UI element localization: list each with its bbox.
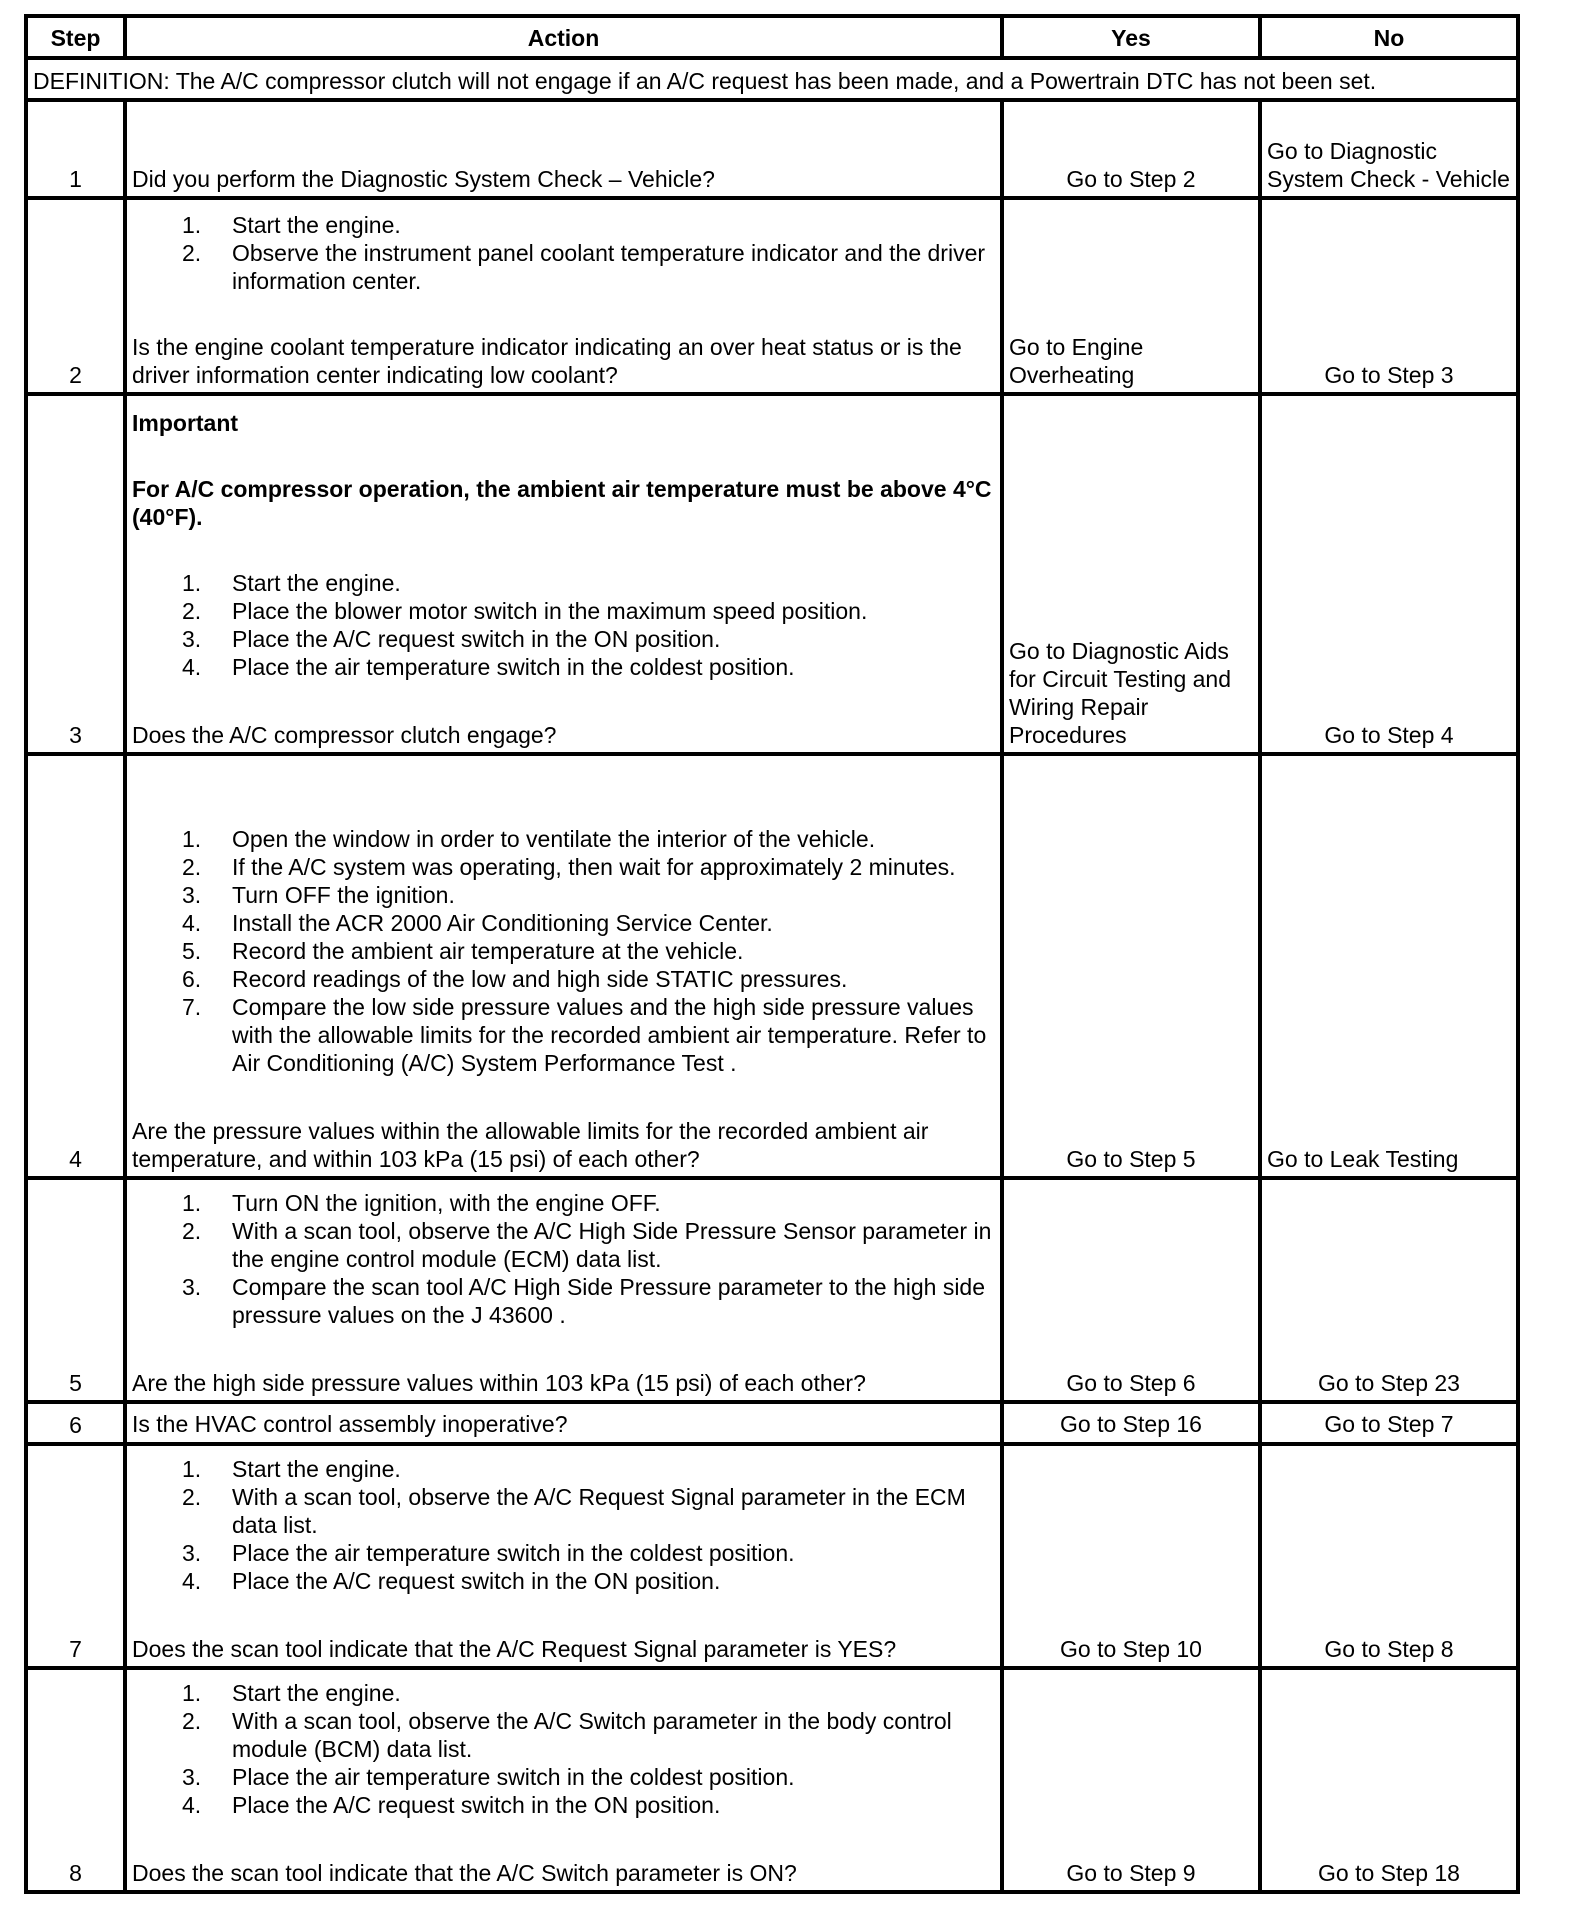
action-cell xyxy=(125,394,1002,754)
item-text: Start the engine. xyxy=(232,212,401,238)
list-item xyxy=(182,1791,995,1819)
item-text: With a scan tool, observe the A/C High Side Pressure Sensor parameter in the engine control module (ECM) data list. xyxy=(232,1218,992,1272)
item-text: Start the engine. xyxy=(232,570,401,596)
item-number: 4. xyxy=(182,910,202,936)
list-item xyxy=(182,569,995,597)
procedure-list xyxy=(132,1455,995,1595)
item-text: Compare the low side pressure values and the high side pressure values with the allowable limits for the recorded ambient air temperature. Refer to Air Conditioning (A/C) System Performance Test . xyxy=(232,994,987,1076)
action-cell xyxy=(125,100,1002,198)
list-item xyxy=(182,1273,995,1329)
no-cell: Go to Step 23 xyxy=(1260,1178,1518,1402)
item-text: With a scan tool, observe the A/C Switch parameter in the body control module (BCM) data list. xyxy=(232,1708,952,1762)
item-text: Observe the instrument panel coolant temperature indicator and the driver information center. xyxy=(232,240,986,294)
procedure-list xyxy=(132,569,995,681)
item-text: Place the A/C request switch in the ON position. xyxy=(232,1792,721,1818)
table-row xyxy=(26,1178,1518,1402)
item-number: 4. xyxy=(182,1568,202,1594)
definition-row xyxy=(26,58,1518,100)
important-title: Important xyxy=(132,410,239,436)
item-number: 3. xyxy=(182,1274,202,1300)
yes-cell: Go to Step 5 xyxy=(1002,754,1260,1178)
item-number: 2. xyxy=(182,854,202,880)
no-cell: Go to Step 18 xyxy=(1260,1668,1518,1892)
table-row xyxy=(26,100,1518,198)
list-item xyxy=(182,625,995,653)
procedure-list xyxy=(132,825,995,1077)
table-row xyxy=(26,198,1518,394)
item-number: 3. xyxy=(182,1540,202,1566)
no-cell: Go to Leak Testing xyxy=(1260,754,1518,1178)
header-action: Action xyxy=(125,16,1002,58)
table-row xyxy=(26,1668,1518,1892)
list-item xyxy=(182,1679,995,1707)
definition-text: DEFINITION: The A/C compressor clutch will not engage if an A/C request has been made, and a Powertrain DTC has not been set. xyxy=(26,58,1518,100)
item-text: With a scan tool, observe the A/C Request Signal parameter in the ECM data list. xyxy=(232,1484,966,1538)
item-text: Place the A/C request switch in the ON position. xyxy=(232,626,721,652)
item-number: 2. xyxy=(182,1484,202,1510)
item-number: 3. xyxy=(182,882,202,908)
action-cell xyxy=(125,198,1002,394)
item-text: Start the engine. xyxy=(232,1456,401,1482)
yes-cell: Go to Step 9 xyxy=(1002,1668,1260,1892)
list-item xyxy=(182,937,995,965)
item-number: 1. xyxy=(182,1456,202,1482)
yes-cell: Go to Step 2 xyxy=(1002,100,1260,198)
step-number: 2 xyxy=(26,198,125,394)
step-number: 3 xyxy=(26,394,125,754)
item-number: 2. xyxy=(182,240,202,266)
item-text: Start the engine. xyxy=(232,1680,401,1706)
table-row xyxy=(26,394,1518,754)
action-cell xyxy=(125,1444,1002,1668)
yes-cell: Go to Diagnostic Aids for Circuit Testing and Wiring Repair Procedures xyxy=(1002,394,1260,754)
yes-cell: Go to Step 6 xyxy=(1002,1178,1260,1402)
table-row xyxy=(26,754,1518,1178)
item-number: 2. xyxy=(182,598,202,624)
question-text: Are the pressure values within the allowable limits for the recorded ambient air temperature, and within 103 kPa (15 psi) of each other? xyxy=(132,1118,929,1172)
list-item xyxy=(182,1763,995,1791)
action-cell xyxy=(125,1668,1002,1892)
item-text: Record readings of the low and high side STATIC pressures. xyxy=(232,966,848,992)
item-text: Compare the scan tool A/C High Side Pressure parameter to the high side pressure values on the J 43600 . xyxy=(232,1274,986,1328)
list-item xyxy=(182,239,995,295)
item-text: Turn ON the ignition, with the engine OFF. xyxy=(232,1190,661,1216)
item-text: Place the A/C request switch in the ON position. xyxy=(232,1568,721,1594)
no-cell: Go to Step 3 xyxy=(1260,198,1518,394)
list-item xyxy=(182,1217,995,1273)
item-number: 3. xyxy=(182,626,202,652)
question-text: Are the high side pressure values within 103 kPa (15 psi) of each other? xyxy=(132,1370,866,1396)
step-number: 7 xyxy=(26,1444,125,1668)
question-text: Did you perform the Diagnostic System Check – Vehicle? xyxy=(132,166,715,192)
item-number: 4. xyxy=(182,654,202,680)
item-number: 1. xyxy=(182,212,202,238)
no-cell: Go to Diagnostic System Check - Vehicle xyxy=(1260,100,1518,198)
item-number: 1. xyxy=(182,826,202,852)
item-number: 1. xyxy=(182,570,202,596)
item-text: Open the window in order to ventilate the interior of the vehicle. xyxy=(232,826,876,852)
header-row xyxy=(26,16,1518,58)
step-number: 5 xyxy=(26,1178,125,1402)
no-cell: Go to Step 4 xyxy=(1260,394,1518,754)
procedure-list xyxy=(132,1189,995,1329)
step-number: 4 xyxy=(26,754,125,1178)
question-text: Does the scan tool indicate that the A/C Request Signal parameter is YES? xyxy=(132,1636,897,1662)
list-item xyxy=(182,1189,995,1217)
item-number: 7. xyxy=(182,994,202,1020)
list-item xyxy=(182,211,995,239)
question-text: Is the engine coolant temperature indicator indicating an over heat status or is the driver information center indicating low coolant? xyxy=(132,334,962,388)
yes-cell: Go to Engine Overheating xyxy=(1002,198,1260,394)
item-number: 4. xyxy=(182,1792,202,1818)
list-item xyxy=(182,881,995,909)
list-item xyxy=(182,653,995,681)
procedure-list xyxy=(132,211,995,295)
item-text: Place the blower motor switch in the maximum speed position. xyxy=(232,598,868,624)
no-cell: Go to Step 7 xyxy=(1260,1402,1518,1444)
list-item xyxy=(182,1707,995,1763)
list-item xyxy=(182,993,995,1077)
list-item xyxy=(182,1539,995,1567)
question-text: Does the A/C compressor clutch engage? xyxy=(132,722,557,748)
item-number: 5. xyxy=(182,938,202,964)
table-row xyxy=(26,1402,1518,1444)
item-text: Turn OFF the ignition. xyxy=(232,882,455,908)
item-number: 2. xyxy=(182,1708,202,1734)
header-yes: Yes xyxy=(1002,16,1260,58)
item-number: 6. xyxy=(182,966,202,992)
list-item xyxy=(182,825,995,853)
question-text: Does the scan tool indicate that the A/C Switch parameter is ON? xyxy=(132,1860,797,1886)
important-text: For A/C compressor operation, the ambient air temperature must be above 4°C (40°F). xyxy=(132,476,992,530)
item-number: 1. xyxy=(182,1680,202,1706)
step-number: 6 xyxy=(26,1402,125,1444)
header-no: No xyxy=(1260,16,1518,58)
no-cell: Go to Step 8 xyxy=(1260,1444,1518,1668)
list-item xyxy=(182,597,995,625)
diagnostic-table xyxy=(24,14,1520,1894)
list-item xyxy=(182,1483,995,1539)
item-text: Record the ambient air temperature at the vehicle. xyxy=(232,938,744,964)
question-text: Is the HVAC control assembly inoperative? xyxy=(132,1410,568,1437)
item-text: Place the air temperature switch in the coldest position. xyxy=(232,654,795,680)
item-number: 3. xyxy=(182,1764,202,1790)
item-text: If the A/C system was operating, then wait for approximately 2 minutes. xyxy=(232,854,956,880)
step-number: 8 xyxy=(26,1668,125,1892)
list-item xyxy=(182,909,995,937)
table-row xyxy=(26,1444,1518,1668)
step-number: 1 xyxy=(26,100,125,198)
item-number: 1. xyxy=(182,1190,202,1216)
item-text: Install the ACR 2000 Air Conditioning Service Center. xyxy=(232,910,773,936)
list-item xyxy=(182,853,995,881)
header-step: Step xyxy=(26,16,125,58)
yes-cell: Go to Step 10 xyxy=(1002,1444,1260,1668)
list-item xyxy=(182,965,995,993)
item-text: Place the air temperature switch in the coldest position. xyxy=(232,1540,795,1566)
action-cell xyxy=(125,1178,1002,1402)
procedure-list xyxy=(132,1679,995,1819)
action-cell xyxy=(125,754,1002,1178)
item-text: Place the air temperature switch in the coldest position. xyxy=(232,1764,795,1790)
action-cell xyxy=(125,1402,1002,1444)
list-item xyxy=(182,1567,995,1595)
yes-cell: Go to Step 16 xyxy=(1002,1402,1260,1444)
list-item xyxy=(182,1455,995,1483)
item-number: 2. xyxy=(182,1218,202,1244)
